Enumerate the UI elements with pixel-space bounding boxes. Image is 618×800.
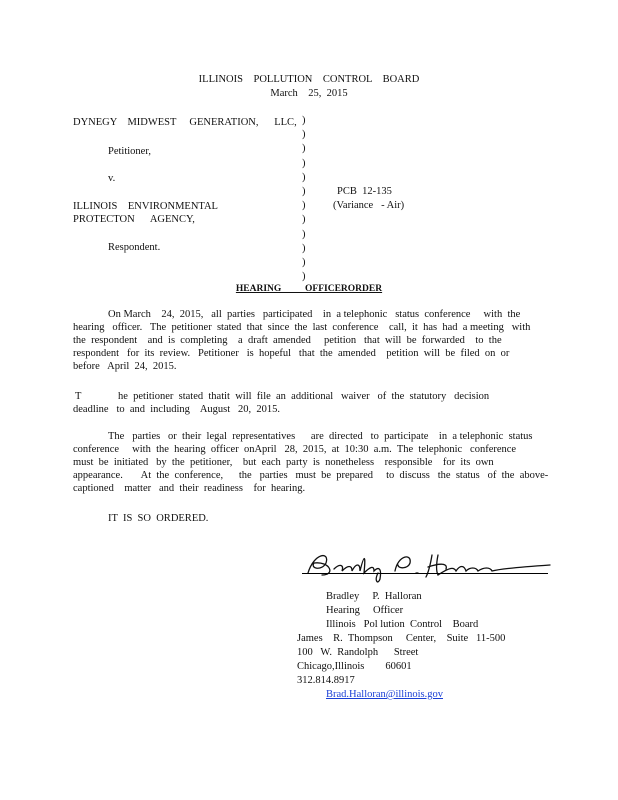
board-name: ILLINOIS POLLUTION CONTROL BOARD bbox=[198, 74, 420, 85]
paren: ) bbox=[302, 143, 306, 155]
petitioner-role: Petitioner, bbox=[108, 146, 152, 157]
text-line: captioned matter and their readiness for hearing. bbox=[73, 483, 306, 494]
address-line-2: 100 W. Randolph Street bbox=[297, 647, 419, 658]
paren: ) bbox=[302, 157, 306, 169]
caption-parens bbox=[302, 114, 310, 284]
respondent-name-line2: PROTECTON AGENCY, bbox=[73, 214, 195, 225]
signer-title: Hearing Officer bbox=[326, 605, 404, 616]
versus-label: v. bbox=[108, 173, 116, 184]
city-line: Chicago,Illinois 60601 bbox=[297, 661, 412, 672]
phone-number: 312.814.8917 bbox=[297, 675, 355, 686]
signer-board: Illinois Pol lution Control Board bbox=[326, 619, 479, 630]
paren: ) bbox=[302, 256, 306, 268]
text-line: the respondent and is completing a draft amended petition that will be forwarded to the bbox=[73, 335, 502, 346]
address-line-1: James R. Thompson Center, Suite 11-500 bbox=[297, 633, 506, 644]
respondent-name-line1: ILLINOIS ENVIRONMENTAL bbox=[73, 201, 218, 212]
signer-name: Bradley P. Halloran bbox=[326, 591, 422, 602]
text-line: T he petitioner stated thatit will file an additional waiver of the statutory decision bbox=[75, 391, 490, 402]
respondent-role: Respondent. bbox=[108, 242, 161, 253]
text-line: conference with the hearing officer onApril 28, 2015, at 10:30 a.m. The telephonic conference bbox=[73, 444, 517, 455]
order-date: March 25, 2015 bbox=[270, 88, 348, 99]
petitioner-name: DYNEGY MIDWEST GENERATION, LLC, bbox=[73, 117, 297, 128]
paragraph-2 bbox=[73, 390, 539, 416]
text-line: hearing officer. The petitioner stated that since the last conference call, it has had a meeting with bbox=[73, 322, 531, 333]
case-type: (Variance - Air) bbox=[333, 200, 405, 211]
paren: ) bbox=[302, 271, 306, 283]
paren: ) bbox=[302, 214, 306, 226]
text-line: before April 24, 2015. bbox=[73, 361, 177, 372]
paren: ) bbox=[302, 185, 306, 197]
handwritten-signature bbox=[300, 545, 555, 585]
paren: ) bbox=[302, 115, 306, 126]
text-line: On March 24, 2015, all parties participated in a telephonic status conference with the bbox=[108, 309, 521, 320]
signature-line bbox=[302, 573, 548, 574]
paragraph-1 bbox=[73, 308, 539, 373]
paren: ) bbox=[302, 171, 306, 183]
text-line: The parties or their legal representatives are directed to participate in a telephonic status bbox=[108, 431, 533, 442]
paren: ) bbox=[302, 129, 306, 141]
text-line: must be initiated by the petitioner, but each party is nonetheless responsible for its own bbox=[73, 457, 494, 468]
text-line: appearance. At the conference, the parties must be prepared to discuss the status of the above- bbox=[73, 470, 549, 481]
paragraph-3 bbox=[73, 430, 549, 495]
paren: ) bbox=[302, 200, 306, 212]
text-line: deadline to and including August 20, 2015. bbox=[73, 404, 281, 415]
closing-statement: IT IS SO ORDERED. bbox=[108, 513, 209, 524]
order-title: HEARING OFFICERORDER bbox=[235, 284, 383, 294]
email-link[interactable]: Brad.Halloran@illinois.gov bbox=[326, 689, 443, 700]
text-line: respondent for its review. Petitioner is hopeful that the amended petition will be filed on or bbox=[73, 348, 510, 359]
case-number: PCB 12-135 bbox=[337, 186, 392, 197]
paren: ) bbox=[302, 228, 306, 240]
paren: ) bbox=[302, 242, 306, 254]
